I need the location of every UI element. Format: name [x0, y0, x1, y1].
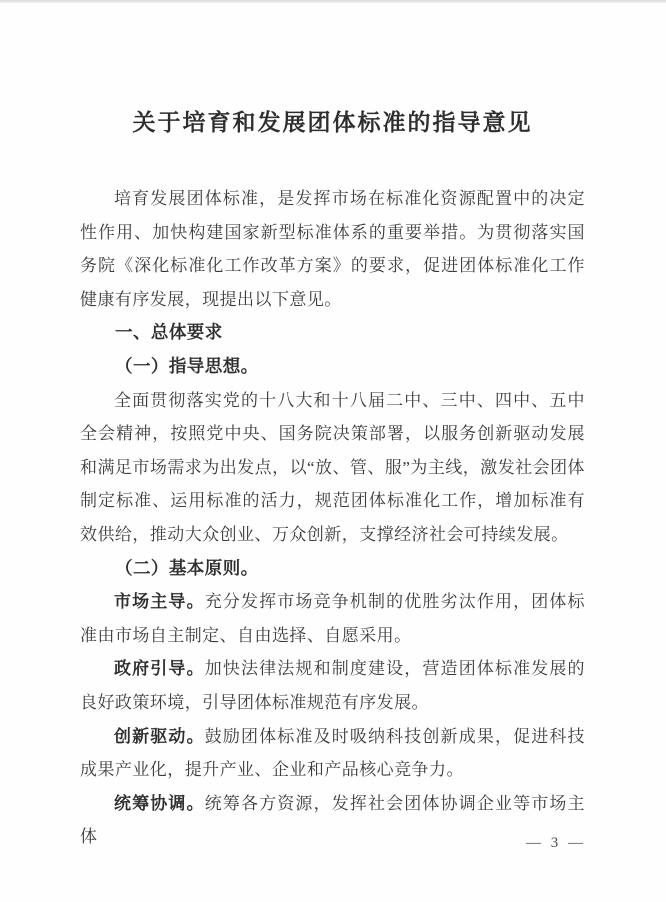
page-number: — 3 —: [526, 835, 586, 851]
document-content: [80, 106, 585, 854]
scan-artifact-top-edge: [0, 0, 666, 3]
paragraph-coordination: [80, 787, 585, 854]
lead-term-government-guided: 政府引导。: [114, 659, 205, 679]
paragraph-intro: 培育发展团体标准，是发挥市场在标准化资源配置中的决定性作用、加快构建国家新型标准体系的重要举措。为贯彻落实国务院《深化标准化工作改革方案》的要求，促进团体标准化工作健康有序发展，现提出以下意见。: [80, 189, 585, 309]
lead-term-coordination: 统筹协调。: [114, 793, 205, 813]
paragraph-government-guided-text: 加快法律法规和制度建设，营造团体标准发展的良好政策环境，引导团体标准规范有序发展。: [80, 659, 586, 712]
paragraph-guiding-ideology: 全面贯彻落实党的十八大和十八届二中、三中、四中、五中全会精神，按照党中央、国务院决策部署，以服务创新驱动发展和满足市场需求为出发点，以“放、管、服”为主线，激发社会团体制定标准、运用标准的活力，规范团体标准化工作，增加标准有效供给，推动大众创业、万众创新，支撑经济社会可持续发展。: [80, 390, 585, 544]
subsection-heading-basic-principles: （二）基本原则。: [115, 557, 259, 578]
paragraph-market-led: [80, 585, 585, 652]
document-title: 关于培育和发展团体标准的指导意见: [132, 110, 533, 135]
paragraph-innovation-driven-text: 鼓励团体标准及时吸纳科技创新成果，促进科技成果产业化，提升产业、企业和产品核心竞争力。: [80, 726, 586, 780]
section-heading-overall-requirements: 一、总体要求: [115, 322, 223, 343]
subsection-heading-guiding-ideology: （一）指导思想。: [115, 355, 259, 376]
lead-term-innovation-driven: 创新驱动。: [114, 726, 205, 746]
paragraph-government-guided: [80, 652, 585, 719]
paragraph-market-led-text: 充分发挥市场竞争机制的优胜劣汰作用，团体标准由市场自主制定、自由选择、自愿采用。: [80, 592, 586, 645]
lead-term-market-led: 市场主导。: [114, 592, 205, 612]
paragraph-coordination-text: 统筹各方资源，发挥社会团体协调企业等市场主体: [80, 793, 586, 847]
paragraph-innovation-driven: [80, 720, 585, 787]
